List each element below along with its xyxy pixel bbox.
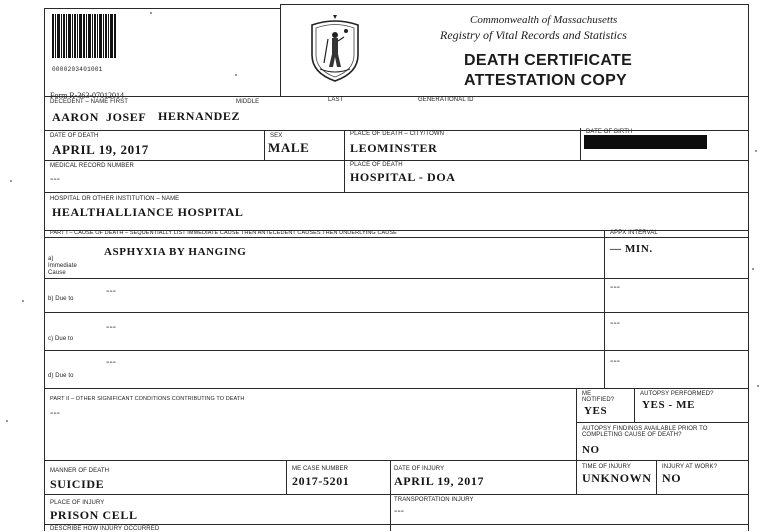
hospital-label: HOSPITAL OR OTHER INSTITUTION – NAME <box>50 196 180 202</box>
part2-value: --- <box>50 408 60 419</box>
interval-label: APPX INTERVAL <box>610 230 658 236</box>
date-of-death-label: DATE OF DEATH <box>50 133 99 139</box>
decedent-last-name: HERNANDEZ <box>158 109 241 123</box>
date-of-birth-label: DATE OF BIRTH <box>586 129 633 135</box>
cause-b-label: b) Due to <box>48 296 74 302</box>
part2-label: PART II – OTHER SIGNIFICANT CONDITIONS CONTRIBUTING TO DEATH <box>50 396 245 402</box>
autopsy-value: YES - ME <box>642 399 696 411</box>
cause-a-label: a) Immediate Cause <box>48 256 77 276</box>
generational-id-label: GENERATIONAL ID <box>418 97 474 103</box>
cause-b-value: --- <box>106 286 116 297</box>
cause-a-interval: — MIN. <box>610 243 653 255</box>
attestation-title: ATTESTATION COPY <box>464 72 628 89</box>
registry-title: Registry of Vital Records and Statistics <box>440 28 627 42</box>
date-of-birth-redaction <box>584 135 707 149</box>
case-number-label: ME CASE NUMBER <box>292 466 349 472</box>
hospital-name: HEALTHALLIANCE HOSPITAL <box>52 205 244 219</box>
decedent-first-name: AARON <box>52 110 99 124</box>
sex-value: MALE <box>268 140 310 155</box>
massachusetts-seal <box>306 15 364 83</box>
cause-c-value: --- <box>106 322 116 333</box>
manner-value: SUICIDE <box>50 477 105 491</box>
place-of-injury-label: PLACE OF INJURY <box>50 500 105 506</box>
date-of-injury-label: DATE OF INJURY <box>394 466 445 472</box>
medical-record-value: --- <box>50 174 60 185</box>
barcode-number: 0000203401001 <box>52 66 103 73</box>
cause-b-interval: --- <box>610 282 620 293</box>
cause-c-label: c) Due to <box>48 336 74 342</box>
manner-label: MANNER OF DEATH <box>50 468 110 474</box>
place-of-death-city: LEOMINSTER <box>350 141 438 155</box>
place-of-death-label: PLACE OF DEATH <box>350 162 403 168</box>
commonwealth-title: Commonwealth of Massachusetts <box>470 14 618 26</box>
middle-name-label: MIDDLE <box>236 99 260 105</box>
describe-injury-label: DESCRIBE HOW INJURY OCCURRED <box>50 526 160 532</box>
medical-record-label: MEDICAL RECORD NUMBER <box>50 163 134 169</box>
transportation-injury-label: TRANSPORTATION INJURY <box>394 497 474 503</box>
part1-label: PART I – CAUSE OF DEATH – SEQUENTIALLY LIST IMMEDIATE CAUSE THEN ANTECEDENT CAUSES THEN UNDERLYING CAUSE <box>50 230 397 236</box>
me-notified-value: YES <box>584 405 608 417</box>
certificate-title: DEATH CERTIFICATE <box>464 52 633 69</box>
cause-d-interval: --- <box>610 356 620 367</box>
time-of-injury-label: TIME OF INJURY <box>582 464 631 470</box>
time-of-injury-value: UNKNOWN <box>582 471 652 485</box>
decedent-name-label: DECEDENT – NAME FIRST <box>50 99 128 105</box>
autopsy-findings-label: AUTOPSY FINDINGS AVAILABLE PRIOR TO COMPLETING CAUSE OF DEATH? <box>582 426 708 438</box>
cause-c-interval: --- <box>610 318 620 329</box>
date-of-death: APRIL 19, 2017 <box>52 142 149 157</box>
last-name-label: LAST <box>328 97 344 103</box>
injury-at-work-value: NO <box>662 471 682 485</box>
place-of-death-value: HOSPITAL - DOA <box>350 170 456 184</box>
sex-label: SEX <box>270 133 283 139</box>
date-of-injury-value: APRIL 19, 2017 <box>394 474 485 488</box>
autopsy-label: AUTOPSY PERFORMED? <box>640 391 714 397</box>
cause-d-label: d) Due to <box>48 373 74 379</box>
place-of-death-city-label: PLACE OF DEATH – CITY/TOWN <box>350 131 445 137</box>
me-notified-label: ME NOTIFIED? <box>582 391 615 403</box>
autopsy-findings-value: NO <box>582 444 600 456</box>
place-of-injury-value: PRISON CELL <box>50 508 138 522</box>
case-number-value: 2017-5201 <box>292 474 350 488</box>
cause-a-value: ASPHYXIA BY HANGING <box>104 246 247 258</box>
injury-at-work-label: INJURY AT WORK? <box>662 464 718 470</box>
decedent-middle-name: JOSEF <box>106 110 147 124</box>
barcode <box>52 14 116 60</box>
cause-d-value: --- <box>106 357 116 368</box>
transportation-injury-value: --- <box>394 506 404 517</box>
